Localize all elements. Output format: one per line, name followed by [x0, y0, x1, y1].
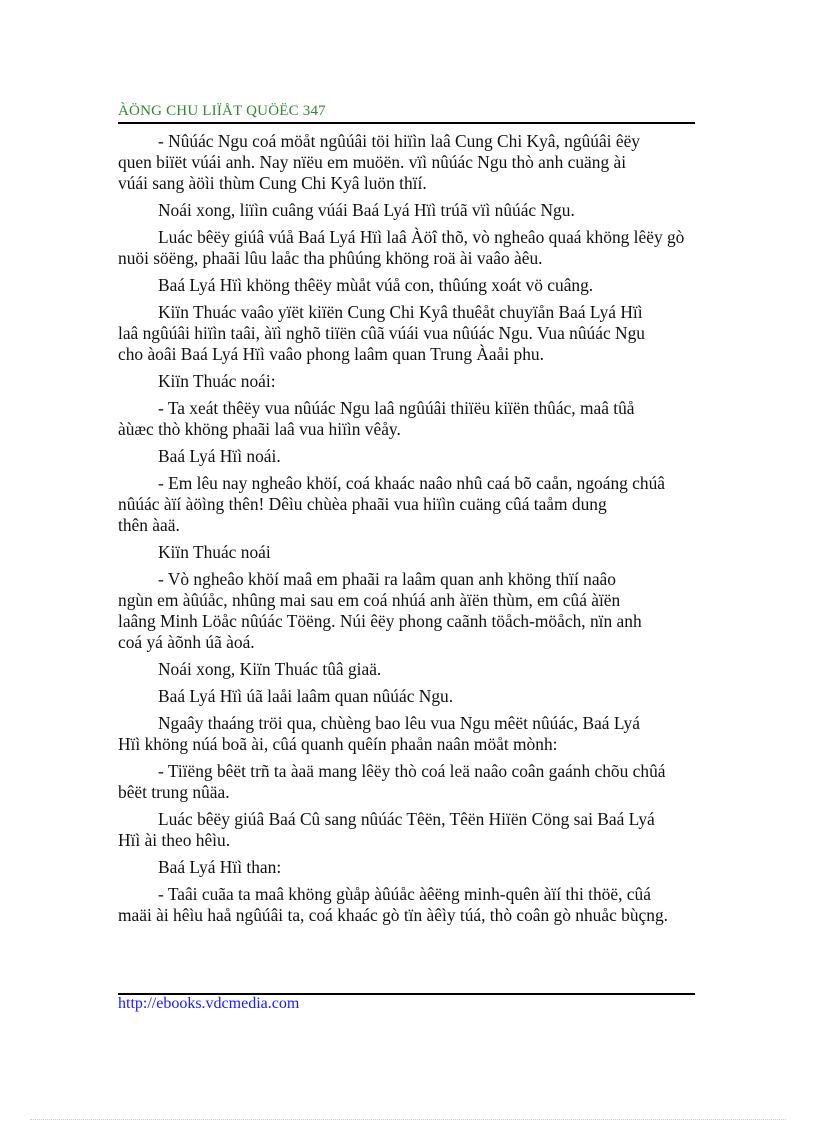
paragraph: Luác bêëy giúâ vúå Baá Lyá Hïì laâ Àöî thõ, vò ngheâo quaá khöng lêëy gò nuöi söëng, phaãi lûu laåc tha phûúng khöng roä ài vaâo àêu.: [118, 227, 685, 268]
paragraph: - Taâi cuãa ta maâ khöng gùåp àûúåc àêëng minh-quên àïí thi thöë, cûá maäi ài hêìu haå ngûúâi ta, coá khaác gò tïn àêìy túá, thò coân gò nhuåc bùçng.: [118, 884, 669, 925]
paragraph: Baá Lyá Hïì úã laåi laâm quan nûúác Ngu.: [158, 686, 454, 706]
footer-link[interactable]: http://ebooks.vdcmedia.com: [118, 995, 300, 1012]
paragraph: Baá Lyá Hïì than:: [158, 857, 282, 877]
paragraph: - Tiïëng bêët trñ ta àaä mang lêëy thò coá leä naâo coân gaánh chõu chûá bêët trung nûäa.: [118, 761, 666, 802]
paragraph: Noái xong, Kiïn Thuác tûâ giaä.: [158, 659, 382, 679]
paragraph: Kiïn Thuác noái: [158, 542, 271, 562]
paragraph: - Ta xeát thêëy vua nûúác Ngu laâ ngûúâi thiïëu kiïën thûác, maâ tûå àùæc thò khöng phaãi laâ vua hiïìn vêåy.: [118, 398, 635, 439]
paragraph: Kiïn Thuác noái:: [158, 371, 276, 391]
body-text: [118, 131, 740, 932]
header-divider: [118, 122, 695, 124]
paragraph: Kiïn Thuác vaâo yïët kiïën Cung Chi Kyâ thuêåt chuyïån Baá Lyá Hïì laâ ngûúâi hiïìn taâi, àïì nghõ tiïën cûã vúái vua nûúác Ngu. Vua nûúác Ngu cho àoâi Baá Lyá Hïì vaâo phong laâm quan Trung Àaåi phu.: [118, 302, 645, 364]
paragraph: Noái xong, liïìn cuâng vúái Baá Lyá Hïì trúã vïì nûúác Ngu.: [158, 200, 575, 220]
running-header: ÀÖNG CHU LIÏÅT QUÖËC 347: [118, 103, 326, 119]
paragraph: - Vò ngheâo khöí maâ em phaãi ra laâm quan anh khöng thïí naâo ngùn em àûúåc, nhûng mai sau em coá nhúá anh àïën thùm, em cûá àïën laâng Minh Löåc nûúác Töëng. Núi êëy phong caãnh töåch-möåch, nïn anh coá yá àõnh úã àoá.: [118, 569, 642, 652]
page-edge-dotted-line: [30, 1119, 786, 1120]
paragraph: Luác bêëy giúâ Baá Cû sang nûúác Têën, Têën Hiïën Cöng sai Baá Lyá Hïì ài theo hêìu.: [118, 809, 655, 850]
paragraph: - Nûúác Ngu coá möåt ngûúâi töi hiïìn laâ Cung Chi Kyâ, ngûúâi êëy quen biïët vúái anh. Nay nïëu em muöën. vïì nûúác Ngu thò anh cuäng ài vúái sang àöìi thùm Cung Chi Kyâ luön thïí.: [118, 131, 640, 193]
paragraph: Baá Lyá Hïì noái.: [158, 446, 281, 466]
paragraph: - Em lêu nay ngheâo khöí, coá khaác naâo nhû caá bõ caån, ngoáng chúâ nûúác àïí àöìng thên! Dêìu chùèa phaãi vua hiïìn cuäng cûá taåm dung thên àaä.: [118, 473, 666, 535]
paragraph: Baá Lyá Hïì khöng thêëy mùåt vúå con, thûúng xoát vö cuâng.: [158, 275, 594, 295]
paragraph: Ngaây thaáng tröi qua, chùèng bao lêu vua Ngu mêët nûúác, Baá Lyá Hïì khöng núá boã ài, cûá quanh quêín phaån naân möåt mònh:: [118, 713, 640, 754]
